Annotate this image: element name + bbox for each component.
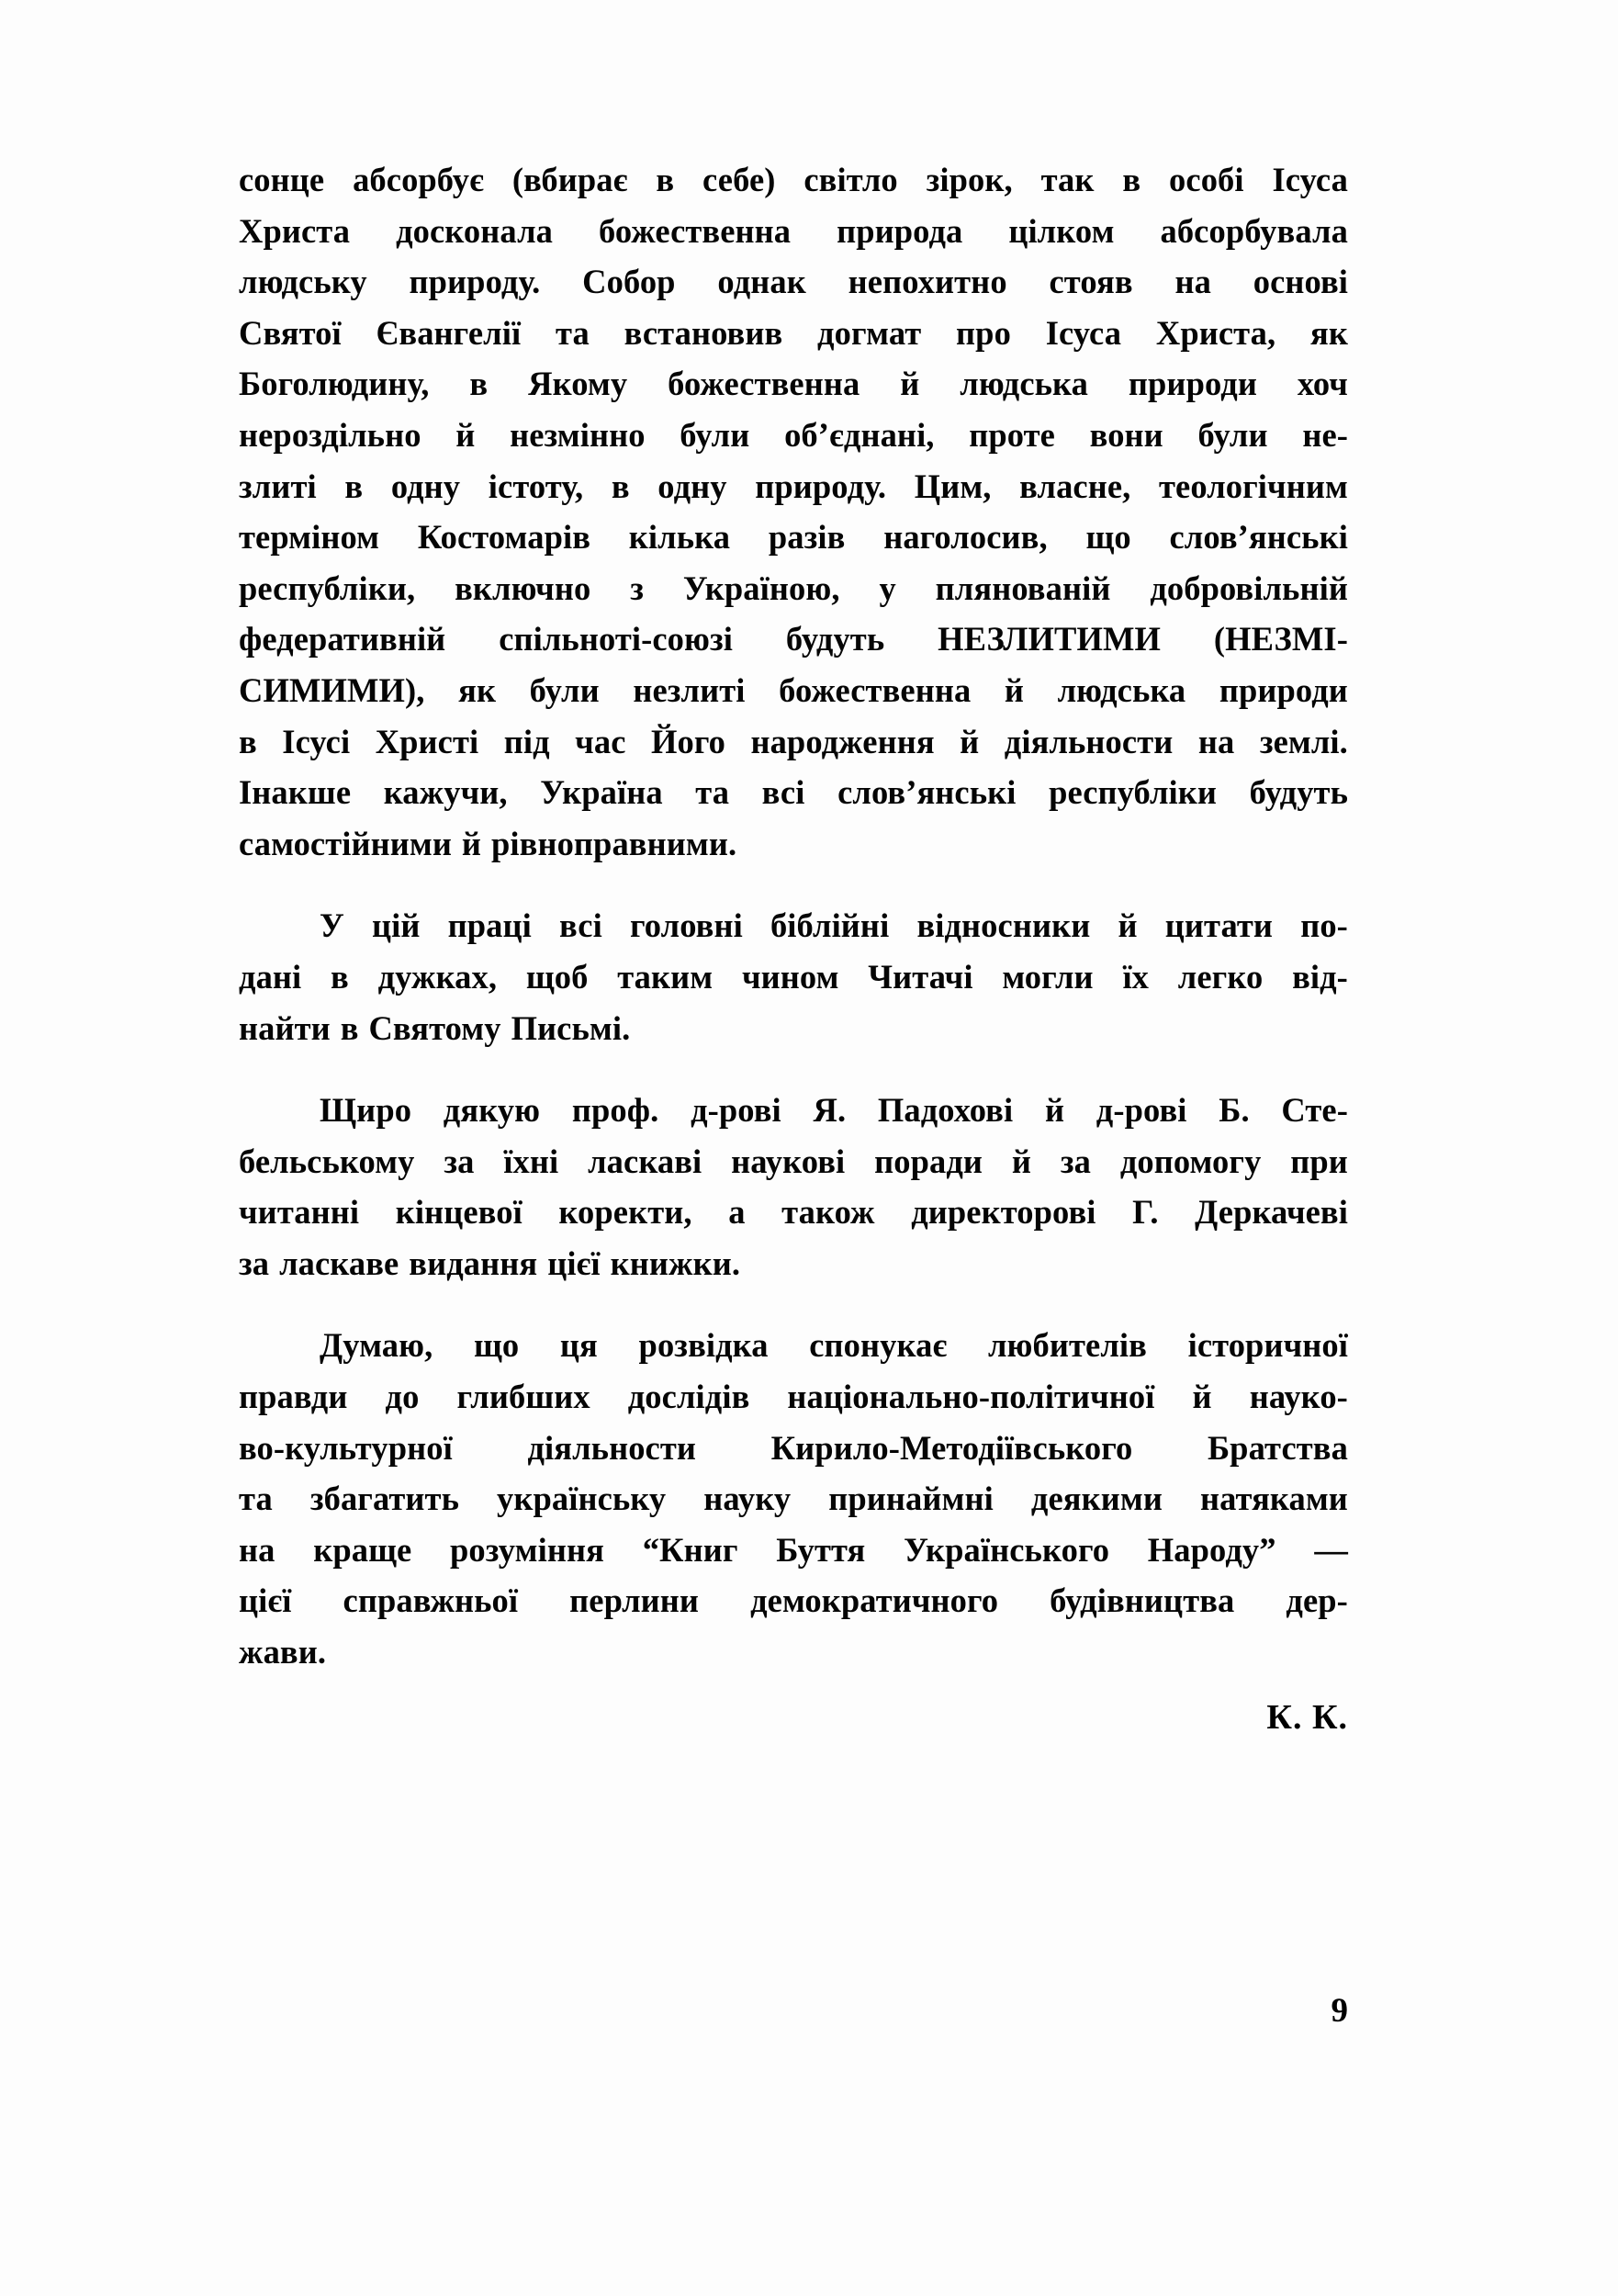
word: що <box>474 1326 520 1365</box>
word: дер- <box>1286 1581 1348 1620</box>
word: д-рові <box>1096 1091 1187 1130</box>
word: цій <box>372 906 421 945</box>
word: кажучи, <box>383 773 508 812</box>
word: нероздільно <box>239 415 421 454</box>
text-line <box>239 256 1348 308</box>
word: до <box>385 1378 420 1416</box>
word: слов’янські <box>837 773 1017 812</box>
word: на <box>239 1530 275 1569</box>
word: зірок, <box>926 161 1013 198</box>
word: Боголюдину, <box>239 365 430 403</box>
word: найти <box>239 1008 331 1047</box>
word: проф. <box>571 1091 659 1130</box>
word: в <box>611 467 630 505</box>
word: в <box>656 161 675 198</box>
word: таким <box>617 957 713 996</box>
word: істоту, <box>488 467 584 505</box>
word: про <box>956 313 1011 352</box>
text-line <box>239 767 1348 818</box>
word: так <box>1040 161 1095 198</box>
word: під <box>503 722 550 760</box>
word: в <box>239 722 257 760</box>
word: з <box>630 568 644 607</box>
word: Щиро <box>320 1091 412 1130</box>
word: їх <box>1122 957 1150 996</box>
word: одну <box>657 467 727 505</box>
word: республіки, <box>239 568 416 607</box>
word: непохитно <box>848 263 1007 301</box>
word: наголосив, <box>883 518 1048 557</box>
word: діяльности <box>1004 722 1174 760</box>
word: цієї <box>239 1581 292 1620</box>
word: їхні <box>503 1142 559 1180</box>
text-line <box>239 1238 1348 1289</box>
word: дослідів <box>627 1378 750 1416</box>
word: одну <box>390 467 461 505</box>
word: дані <box>239 957 302 996</box>
word: в <box>469 365 489 403</box>
word: бельському <box>239 1142 415 1180</box>
word: цілком <box>1008 211 1115 250</box>
word: на <box>1197 722 1235 760</box>
word: коректи, <box>558 1193 692 1232</box>
word: й <box>1004 670 1025 709</box>
word: добровільній <box>1150 568 1348 607</box>
word: НЕЗЛИТИМИ <box>938 620 1162 658</box>
word: себе) <box>702 161 776 198</box>
text-line <box>239 154 1348 206</box>
word: розвідка <box>638 1326 769 1365</box>
word: землі. <box>1259 722 1348 760</box>
word: божественна <box>779 670 972 709</box>
word: науко- <box>1249 1378 1348 1416</box>
word: цитати <box>1164 906 1274 945</box>
word: проте <box>969 415 1055 454</box>
word: від- <box>1292 957 1348 996</box>
word: не- <box>1302 415 1348 454</box>
word: як <box>1309 313 1348 352</box>
word: основі <box>1253 263 1348 301</box>
word: дякую <box>443 1091 541 1130</box>
word: Його <box>650 722 725 760</box>
word: власне, <box>1019 467 1131 505</box>
word: Святому <box>368 1008 501 1047</box>
text-line <box>239 206 1348 257</box>
text-line <box>239 951 1348 1003</box>
word: книжки. <box>610 1244 741 1282</box>
text-line <box>239 1525 1348 1576</box>
word: д-рові <box>691 1091 781 1130</box>
text-line <box>239 1575 1348 1626</box>
word: й <box>1011 1142 1032 1180</box>
word: та <box>239 1480 273 1518</box>
word: історичної <box>1187 1326 1348 1365</box>
body-text-column <box>239 154 1348 1678</box>
word: Письмі. <box>511 1008 631 1047</box>
word: Христі <box>375 722 479 760</box>
text-line <box>239 818 1348 870</box>
text-line <box>239 665 1348 716</box>
word: Святої <box>239 313 342 352</box>
word: національно-політичної <box>787 1378 1155 1416</box>
word: в <box>331 957 349 996</box>
paragraph <box>239 900 1348 1053</box>
text-line <box>239 410 1348 461</box>
word: природи <box>1128 365 1257 403</box>
word: у <box>879 568 896 607</box>
word: видання <box>409 1244 538 1282</box>
word: та <box>555 313 590 352</box>
word: збагатить <box>309 1480 459 1518</box>
word: Якому <box>528 365 628 403</box>
word: Братства <box>1207 1428 1348 1467</box>
text-line <box>239 716 1348 768</box>
word: Євангелії <box>376 313 522 352</box>
word: глибших <box>456 1378 590 1416</box>
word: принаймні <box>828 1480 994 1518</box>
word: й <box>900 365 920 403</box>
word: ласкаве <box>279 1244 399 1282</box>
word: й <box>461 824 482 862</box>
word: Україною, <box>682 568 840 607</box>
paragraph <box>239 154 1348 869</box>
word: (вбирає <box>511 161 628 198</box>
word: будуть <box>1249 773 1348 812</box>
word: дужках, <box>377 957 498 996</box>
text-line <box>239 1626 1348 1678</box>
word: відносники <box>916 906 1091 945</box>
word: на <box>1174 263 1211 301</box>
text-line <box>239 563 1348 614</box>
word: кілька <box>628 518 731 557</box>
word: спонукає <box>809 1326 948 1365</box>
word: спільноті-союзі <box>499 620 734 658</box>
word: сонце <box>239 161 325 198</box>
word: природу. <box>409 263 541 301</box>
word: У <box>320 906 344 945</box>
word: українську <box>497 1480 667 1518</box>
word: стояв <box>1049 263 1133 301</box>
word: Сте- <box>1281 1091 1348 1130</box>
word: й <box>960 722 980 760</box>
word: Костомарів <box>417 518 591 557</box>
text-line <box>239 1320 1348 1371</box>
word: хоч <box>1297 365 1348 403</box>
word: краще <box>313 1530 412 1569</box>
word: перлини <box>569 1581 700 1620</box>
word: демократичного <box>750 1581 999 1620</box>
word: Деркачеві <box>1195 1193 1348 1232</box>
word: плянованій <box>935 568 1111 607</box>
word: природу. <box>755 467 887 505</box>
word: федеративній <box>239 620 446 658</box>
word: людську <box>239 263 367 301</box>
word: разів <box>768 518 846 557</box>
word: встановив <box>624 313 783 352</box>
word: легко <box>1177 957 1264 996</box>
word: слов’янські <box>1169 518 1348 557</box>
text-line <box>239 1187 1348 1238</box>
text-line <box>239 1136 1348 1187</box>
word: абсорбувала <box>1160 211 1348 250</box>
text-line <box>239 461 1348 512</box>
word: й <box>1118 906 1138 945</box>
word: однак <box>717 263 806 301</box>
word: що <box>1085 518 1131 557</box>
text-line <box>239 1371 1348 1423</box>
word: світло <box>803 161 898 198</box>
word: Христа <box>239 211 351 250</box>
text-line <box>239 308 1348 359</box>
word: й <box>1192 1378 1212 1416</box>
word: злиті <box>239 467 317 505</box>
word: Кирило-Методіївського <box>770 1428 1133 1467</box>
word: самостійними <box>239 824 452 862</box>
author-initials-signature: К. К. <box>1266 1698 1348 1737</box>
word: праці <box>447 906 532 945</box>
paragraph <box>239 1320 1348 1677</box>
word: незмінно <box>510 415 646 454</box>
word: також <box>781 1193 875 1232</box>
word: науку <box>703 1480 792 1518</box>
text-line <box>239 1003 1348 1054</box>
word: рівноправними. <box>491 824 737 862</box>
word: ця <box>559 1326 598 1365</box>
word: чином <box>741 957 839 996</box>
word: ласкаві <box>588 1142 702 1180</box>
word: Г. <box>1132 1193 1159 1232</box>
word: Ісусі <box>282 722 351 760</box>
word: досконала <box>396 211 554 250</box>
word: були <box>1197 415 1268 454</box>
word: в <box>340 1008 359 1047</box>
word: головні <box>629 906 743 945</box>
word: директорові <box>911 1193 1096 1232</box>
word: Христа, <box>1155 313 1276 352</box>
word: допомогу <box>1119 1142 1262 1180</box>
word: будуть <box>785 620 885 658</box>
word: Б. <box>1219 1091 1250 1130</box>
word: щоб <box>525 957 589 996</box>
word: час <box>575 722 626 760</box>
word: Ісуса <box>1272 161 1348 198</box>
text-line <box>239 358 1348 410</box>
text-line <box>239 900 1348 951</box>
text-line <box>239 1473 1348 1525</box>
text-line <box>239 512 1348 563</box>
word: розуміння <box>450 1530 604 1569</box>
word: Я. <box>813 1091 847 1130</box>
word: справжньої <box>343 1581 519 1620</box>
word: наукові <box>731 1142 846 1180</box>
word: абсорбує <box>353 161 484 198</box>
word: в <box>344 467 364 505</box>
word: натяками <box>1199 1480 1348 1518</box>
paragraph <box>239 1085 1348 1289</box>
word: теологічним <box>1159 467 1348 505</box>
word: Цим, <box>914 467 992 505</box>
word: Ісуса <box>1045 313 1122 352</box>
word: біблійні <box>770 906 890 945</box>
word: будівництва <box>1050 1581 1235 1620</box>
word: природа <box>837 211 963 250</box>
word: Українського <box>904 1530 1110 1569</box>
word: народження <box>750 722 935 760</box>
word: природи <box>1219 670 1348 709</box>
word: Буття <box>776 1530 866 1569</box>
word: Падохові <box>877 1091 1014 1130</box>
word: Читачі <box>868 957 973 996</box>
word: правди <box>239 1378 348 1416</box>
word: особі <box>1169 161 1244 198</box>
word: були <box>529 670 600 709</box>
word: й <box>1044 1091 1065 1130</box>
word: всі <box>559 906 602 945</box>
word: поради <box>874 1142 983 1180</box>
word: республіки <box>1049 773 1218 812</box>
word: незлиті <box>633 670 746 709</box>
word: всі <box>761 773 805 812</box>
word: Україна <box>540 773 663 812</box>
word: божественна <box>668 365 860 403</box>
word: й <box>455 415 476 454</box>
word: включно <box>455 568 591 607</box>
word: терміном <box>239 518 380 557</box>
word: вони <box>1089 415 1163 454</box>
word: цієї <box>547 1244 601 1282</box>
word: деякими <box>1030 1480 1163 1518</box>
word: об’єднані, <box>784 415 935 454</box>
word: — <box>1314 1530 1348 1569</box>
word: Інакше <box>239 773 352 812</box>
word: жави. <box>239 1633 327 1671</box>
word: а <box>728 1193 746 1232</box>
word: діяльности <box>527 1428 697 1467</box>
word: за <box>1060 1142 1092 1180</box>
word: за <box>444 1142 475 1180</box>
word: “Книг <box>642 1530 738 1569</box>
word: по- <box>1300 906 1348 945</box>
word: Думаю, <box>320 1326 433 1365</box>
word: СИМИМИ), <box>239 670 425 709</box>
word: та <box>695 773 730 812</box>
word: людська <box>960 365 1088 403</box>
word: (НЕЗМІ- <box>1213 620 1348 658</box>
word: при <box>1290 1142 1348 1180</box>
page-number: 9 <box>1331 1992 1348 2030</box>
word: були <box>680 415 750 454</box>
word: могли <box>1002 957 1094 996</box>
word: як <box>458 670 497 709</box>
word: догмат <box>817 313 922 352</box>
word: любителів <box>987 1326 1147 1365</box>
word: в <box>1122 161 1141 198</box>
text-line <box>239 1423 1348 1474</box>
text-line <box>239 613 1348 665</box>
text-line <box>239 1085 1348 1136</box>
word: кінцевої <box>395 1193 522 1232</box>
word: читанні <box>239 1193 360 1232</box>
word: Собор <box>582 263 676 301</box>
word: за <box>239 1244 270 1282</box>
word: во-культурної <box>239 1428 453 1467</box>
word: божественна <box>598 211 792 250</box>
word: Народу” <box>1147 1530 1276 1569</box>
word: людська <box>1057 670 1186 709</box>
